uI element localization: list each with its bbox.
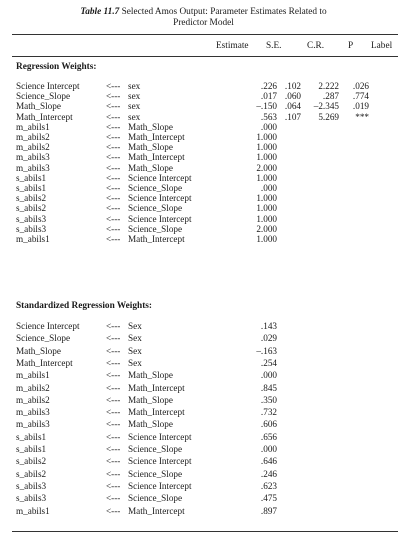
top-rule bbox=[12, 34, 398, 35]
estimate-value: .246 bbox=[260, 468, 277, 479]
table-row bbox=[0, 204, 407, 214]
dependent-variable: s_abils1 bbox=[16, 172, 47, 183]
dependent-variable: Math_Slope bbox=[16, 101, 61, 112]
dependent-variable: m_abils3 bbox=[16, 419, 50, 430]
predictor-variable: sex bbox=[128, 91, 141, 102]
estimate-value: 1.000 bbox=[256, 193, 277, 204]
estimate-value: –.163 bbox=[256, 345, 277, 356]
estimate-value: .623 bbox=[260, 480, 277, 491]
dependent-variable: m_abils3 bbox=[16, 407, 50, 418]
table-row bbox=[0, 123, 407, 133]
path-arrow: <--- bbox=[106, 132, 121, 142]
estimate-value: .000 bbox=[260, 370, 277, 381]
estimate-value: .897 bbox=[260, 505, 277, 516]
dependent-variable: m_abils2 bbox=[16, 132, 50, 142]
estimate-value: .475 bbox=[260, 493, 277, 504]
dependent-variable: m_abils3 bbox=[16, 152, 50, 163]
p-value: *** bbox=[355, 111, 369, 122]
path-arrow: <--- bbox=[106, 431, 121, 442]
table-row bbox=[0, 113, 407, 123]
estimate-value: .000 bbox=[260, 183, 277, 193]
dependent-variable: m_abils2 bbox=[16, 142, 50, 153]
estimate-value: .000 bbox=[260, 121, 277, 132]
path-arrow: <--- bbox=[106, 223, 121, 234]
caption-label: Table 11.7 bbox=[80, 7, 120, 17]
estimate-value: .000 bbox=[260, 444, 277, 454]
path-arrow: <--- bbox=[106, 183, 121, 193]
estimate-value: .563 bbox=[260, 111, 277, 122]
dependent-variable: Science_Slope bbox=[16, 333, 71, 344]
p-value: .774 bbox=[352, 91, 369, 102]
predictor-variable: Math_Slope bbox=[128, 121, 173, 132]
caption-line-1 bbox=[0, 7, 407, 18]
standard-error-value: .107 bbox=[284, 111, 301, 122]
path-arrow: <--- bbox=[106, 152, 121, 163]
dependent-variable: Science_Slope bbox=[16, 91, 71, 102]
estimate-value: .350 bbox=[260, 394, 277, 405]
path-arrow: <--- bbox=[106, 407, 121, 418]
predictor-variable: Math_Slope bbox=[128, 370, 173, 381]
predictor-variable: Math_Slope bbox=[128, 419, 173, 430]
dependent-variable: m_abils1 bbox=[16, 121, 50, 132]
path-arrow: <--- bbox=[106, 394, 121, 405]
table-row bbox=[0, 164, 407, 174]
dependent-variable: s_abils3 bbox=[16, 213, 47, 224]
predictor-variable: Science Intercept bbox=[128, 172, 192, 183]
header-estimate: Estimate bbox=[216, 41, 249, 51]
estimate-value: .732 bbox=[260, 407, 277, 418]
predictor-variable: Science Intercept bbox=[128, 213, 192, 224]
predictor-variable: Sex bbox=[128, 321, 142, 331]
path-arrow: <--- bbox=[106, 505, 121, 516]
dependent-variable: Math_Intercept bbox=[16, 111, 73, 122]
predictor-variable: Science Intercept bbox=[128, 431, 192, 442]
table-row bbox=[0, 334, 407, 344]
estimate-value: .254 bbox=[260, 357, 277, 368]
estimate-value: .143 bbox=[260, 321, 277, 331]
dependent-variable: m_abils1 bbox=[16, 370, 50, 381]
table-row bbox=[0, 174, 407, 184]
predictor-variable: Science_Slope bbox=[128, 468, 183, 479]
table-row bbox=[0, 396, 407, 406]
dependent-variable: m_abils3 bbox=[16, 162, 50, 173]
path-arrow: <--- bbox=[106, 203, 121, 214]
dependent-variable: s_abils1 bbox=[16, 431, 47, 442]
dependent-variable: s_abils3 bbox=[16, 223, 47, 234]
estimate-value: 2.000 bbox=[256, 162, 277, 173]
table-row bbox=[0, 482, 407, 492]
table-row bbox=[0, 184, 407, 194]
regression-weights-title: Regression Weights: bbox=[16, 62, 97, 72]
predictor-variable: Math_Slope bbox=[128, 162, 173, 173]
path-arrow: <--- bbox=[106, 321, 121, 331]
path-arrow: <--- bbox=[106, 213, 121, 224]
dependent-variable: s_abils1 bbox=[16, 183, 47, 193]
table-row bbox=[0, 359, 407, 369]
dependent-variable: m_abils1 bbox=[16, 505, 50, 516]
caption-text-1: Selected Amos Output: Parameter Estimates Related to bbox=[121, 7, 327, 17]
path-arrow: <--- bbox=[106, 444, 121, 454]
header-se: S.E. bbox=[266, 41, 282, 51]
predictor-variable: Science_Slope bbox=[128, 493, 183, 504]
predictor-variable: Math_Intercept bbox=[128, 234, 185, 244]
predictor-variable: Math_Intercept bbox=[128, 132, 185, 142]
estimate-value: .646 bbox=[260, 456, 277, 467]
path-arrow: <--- bbox=[106, 81, 121, 91]
table-row bbox=[0, 494, 407, 504]
path-arrow: <--- bbox=[106, 142, 121, 153]
standard-error-value: .102 bbox=[284, 81, 301, 91]
critical-ratio-value: 2.222 bbox=[318, 81, 339, 91]
estimate-value: 1.000 bbox=[256, 213, 277, 224]
p-value: .019 bbox=[352, 101, 369, 112]
standard-error-value: .060 bbox=[284, 91, 301, 102]
estimate-value: .656 bbox=[260, 431, 277, 442]
table-row bbox=[0, 420, 407, 430]
table-row bbox=[0, 457, 407, 467]
estimate-value: .029 bbox=[260, 333, 277, 344]
predictor-variable: Science Intercept bbox=[128, 193, 192, 204]
estimate-value: .606 bbox=[260, 419, 277, 430]
path-arrow: <--- bbox=[106, 121, 121, 132]
estimate-value: 1.000 bbox=[256, 203, 277, 214]
table-row bbox=[0, 433, 407, 443]
predictor-variable: Science_Slope bbox=[128, 223, 183, 234]
dependent-variable: s_abils2 bbox=[16, 456, 47, 467]
table-row bbox=[0, 507, 407, 517]
critical-ratio-value: .287 bbox=[322, 91, 339, 102]
predictor-variable: sex bbox=[128, 101, 141, 112]
header-rule bbox=[12, 56, 398, 57]
path-arrow: <--- bbox=[106, 468, 121, 479]
dependent-variable: m_abils2 bbox=[16, 382, 50, 393]
path-arrow: <--- bbox=[106, 456, 121, 467]
bottom-rule bbox=[12, 531, 398, 532]
caption-text-2: Predictor Model bbox=[173, 18, 234, 28]
table-caption bbox=[0, 7, 407, 29]
predictor-variable: Sex bbox=[128, 345, 142, 356]
estimate-value: 1.000 bbox=[256, 142, 277, 153]
predictor-variable: sex bbox=[128, 81, 141, 91]
predictor-variable: Science_Slope bbox=[128, 444, 183, 454]
predictor-variable: Sex bbox=[128, 357, 142, 368]
dependent-variable: Math_Intercept bbox=[16, 357, 73, 368]
dependent-variable: s_abils2 bbox=[16, 468, 47, 479]
predictor-variable: Math_Slope bbox=[128, 142, 173, 153]
path-arrow: <--- bbox=[106, 370, 121, 381]
predictor-variable: Math_Intercept bbox=[128, 407, 185, 418]
dependent-variable: Science Intercept bbox=[16, 81, 80, 91]
table-row bbox=[0, 445, 407, 455]
dependent-variable: s_abils3 bbox=[16, 493, 47, 504]
table-row bbox=[0, 194, 407, 204]
path-arrow: <--- bbox=[106, 172, 121, 183]
dependent-variable: s_abils1 bbox=[16, 444, 47, 454]
path-arrow: <--- bbox=[106, 382, 121, 393]
predictor-variable: Science Intercept bbox=[128, 456, 192, 467]
predictor-variable: Science_Slope bbox=[128, 183, 183, 193]
estimate-value: .226 bbox=[260, 81, 277, 91]
header-p: P bbox=[348, 41, 354, 51]
path-arrow: <--- bbox=[106, 101, 121, 112]
path-arrow: <--- bbox=[106, 234, 121, 244]
predictor-variable: Math_Intercept bbox=[128, 152, 185, 163]
path-arrow: <--- bbox=[106, 111, 121, 122]
standardized-weights-title: Standardized Regression Weights: bbox=[16, 301, 153, 311]
table-row bbox=[0, 153, 407, 163]
p-value: .026 bbox=[352, 81, 369, 91]
table-row bbox=[0, 133, 407, 143]
table-row bbox=[0, 408, 407, 418]
predictor-variable: Math_Intercept bbox=[128, 382, 185, 393]
header-cr: C.R. bbox=[307, 41, 325, 51]
table-row bbox=[0, 384, 407, 394]
table-row bbox=[0, 92, 407, 102]
dependent-variable: m_abils1 bbox=[16, 234, 50, 244]
table-row bbox=[0, 371, 407, 381]
critical-ratio-value: –2.345 bbox=[313, 101, 339, 112]
dependent-variable: s_abils2 bbox=[16, 203, 47, 214]
table-row bbox=[0, 235, 407, 245]
table-row bbox=[0, 347, 407, 357]
predictor-variable: sex bbox=[128, 111, 141, 122]
path-arrow: <--- bbox=[106, 419, 121, 430]
table-row bbox=[0, 143, 407, 153]
table-row bbox=[0, 470, 407, 480]
path-arrow: <--- bbox=[106, 480, 121, 491]
path-arrow: <--- bbox=[106, 333, 121, 344]
estimate-value: 1.000 bbox=[256, 234, 277, 244]
table-row bbox=[0, 215, 407, 225]
dependent-variable: s_abils2 bbox=[16, 193, 47, 204]
predictor-variable: Science Intercept bbox=[128, 480, 192, 491]
critical-ratio-value: 5.269 bbox=[318, 111, 339, 122]
dependent-variable: m_abils2 bbox=[16, 394, 50, 405]
header-label: Label bbox=[371, 41, 393, 51]
estimate-value: 1.000 bbox=[256, 132, 277, 142]
predictor-variable: Math_Intercept bbox=[128, 505, 185, 516]
path-arrow: <--- bbox=[106, 345, 121, 356]
path-arrow: <--- bbox=[106, 193, 121, 204]
estimate-value: –.150 bbox=[256, 101, 277, 112]
estimate-value: 1.000 bbox=[256, 172, 277, 183]
predictor-variable: Math_Slope bbox=[128, 394, 173, 405]
estimate-value: 1.000 bbox=[256, 152, 277, 163]
standard-error-value: .064 bbox=[284, 101, 301, 112]
path-arrow: <--- bbox=[106, 357, 121, 368]
path-arrow: <--- bbox=[106, 162, 121, 173]
path-arrow: <--- bbox=[106, 91, 121, 102]
dependent-variable: Science Intercept bbox=[16, 321, 80, 331]
dependent-variable: Math_Slope bbox=[16, 345, 61, 356]
predictor-variable: Sex bbox=[128, 333, 142, 344]
path-arrow: <--- bbox=[106, 493, 121, 504]
estimate-value: .845 bbox=[260, 382, 277, 393]
table-row bbox=[0, 225, 407, 235]
dependent-variable: s_abils3 bbox=[16, 480, 47, 491]
predictor-variable: Science_Slope bbox=[128, 203, 183, 214]
estimate-value: 2.000 bbox=[256, 223, 277, 234]
estimate-value: .017 bbox=[260, 91, 277, 102]
table-row bbox=[0, 322, 407, 332]
